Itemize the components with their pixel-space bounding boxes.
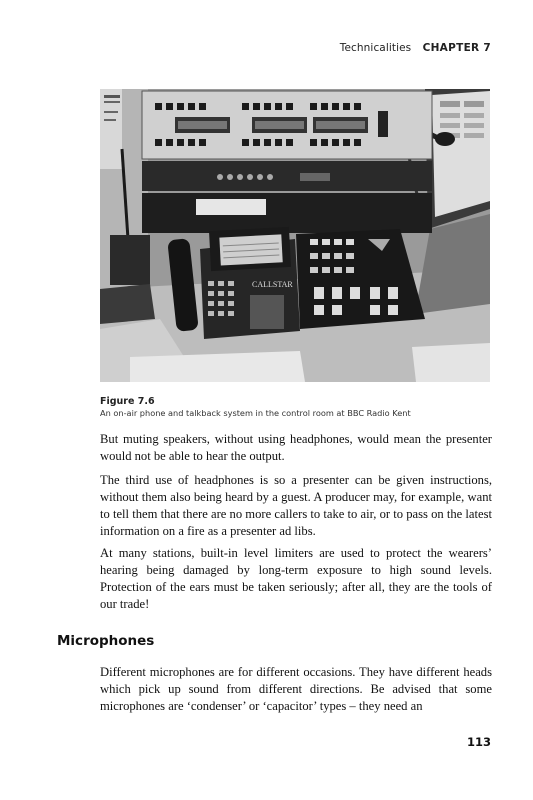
section-heading: Microphones: [57, 633, 155, 649]
body-paragraph: At many stations, built-in level limiters are used to protect the wearers’ hearing being damaged by long-term exposure to high sound levels. Protection of the ears must be taken seriously; after all, they are the tools of our trade!: [100, 546, 492, 611]
body-paragraph: The third use of headphones is so a presenter can be given instructions, without them also being heard by a guest. A producer may, for example, want to tell them that there are no more callers to take to air, or to pass on the latest information on a fire as a presenter ad libs.: [100, 473, 492, 538]
body-paragraph: But muting speakers, without using headphones, would mean the presenter would not be able to hear the output.: [100, 432, 492, 463]
callstar-label: CALLSTAR: [252, 280, 293, 289]
running-head-chapter: CHAPTER 7: [422, 42, 491, 54]
figure-photo: [100, 89, 490, 382]
phone-system-photo: [100, 89, 490, 382]
body-paragraph: Different microphones are for different occasions. They have different heads which pick up sound from different directions. Be advised that some microphones are ‘condenser’ or ‘capacitor’ types – they need an: [100, 665, 492, 713]
running-head-section: Technicalities: [339, 42, 412, 54]
figure-caption: An on-air phone and talkback system in the control room at BBC Radio Kent: [100, 408, 411, 418]
running-head: [340, 42, 491, 54]
figure-label: Figure 7.6: [100, 396, 155, 407]
page-number: 113: [466, 735, 491, 749]
